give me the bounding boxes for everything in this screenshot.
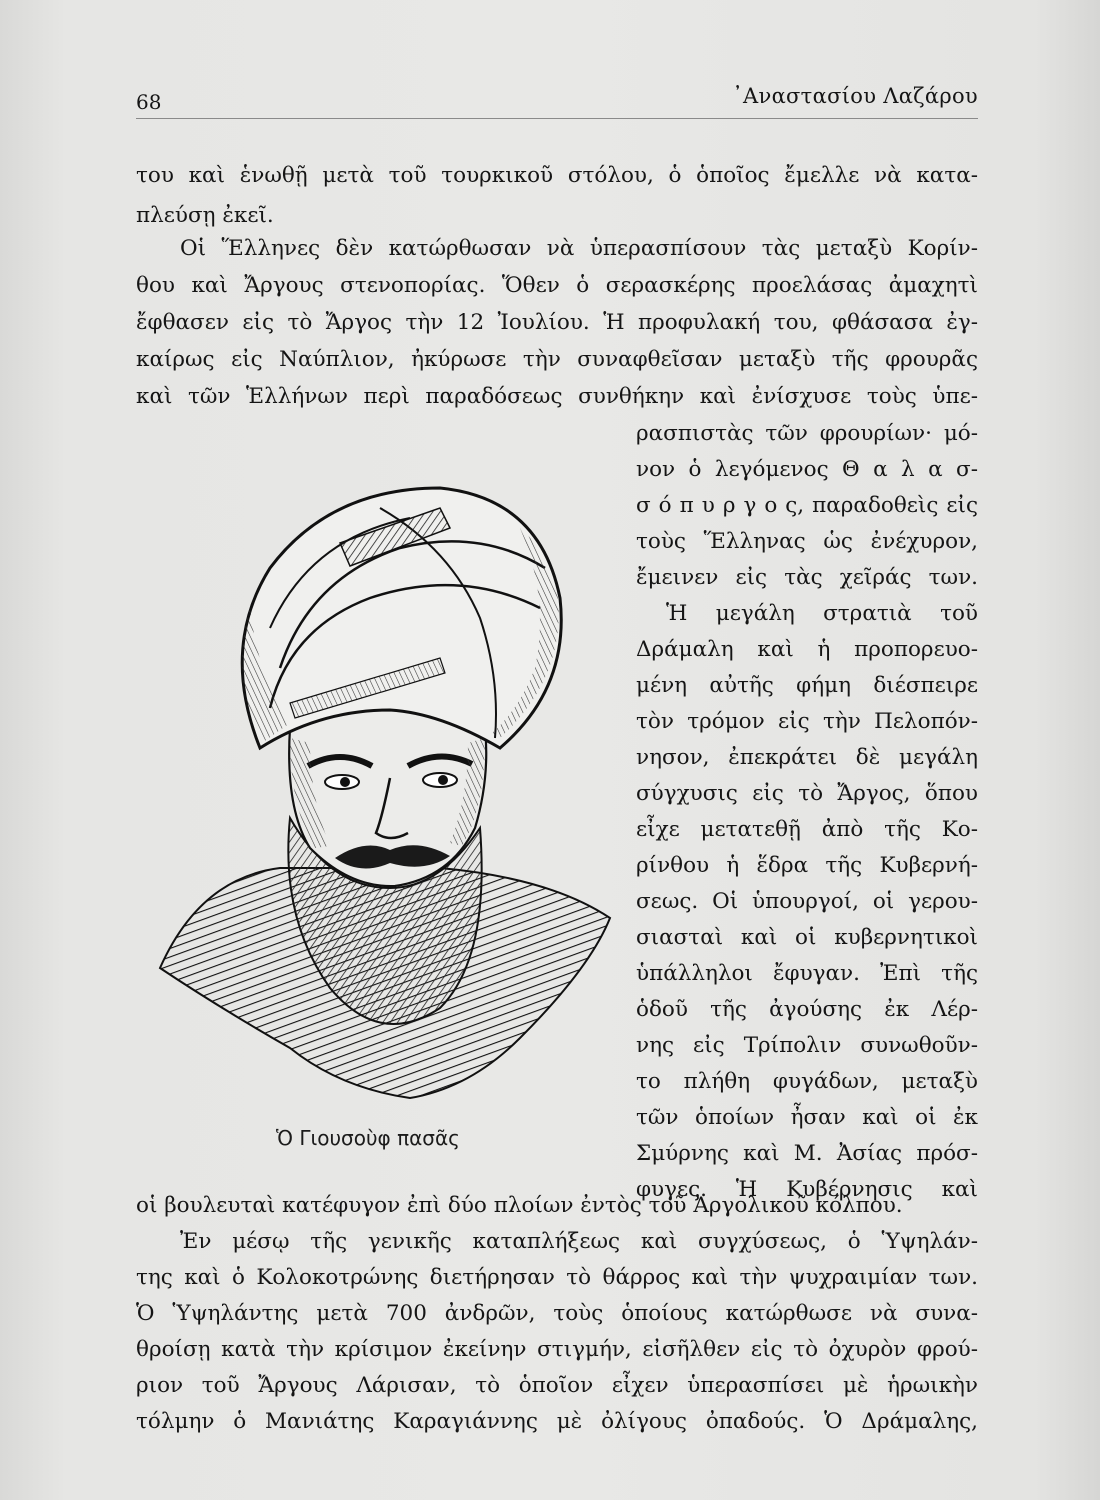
text-line: πλεύσῃ ἐκεῖ. [136,203,274,228]
text-line: καίρως εἰς Ναύπλιον, ἠκύρωσε τὴν συναφθεῖσαν μεταξὺ τῆς φρουρᾶς [136,347,978,372]
column-line: νον ὁ λεγόμενος Θ α λ α σ- [636,457,978,482]
text-line: καὶ τῶν Ἑλλήνων περὶ παραδόσεως συνθήκην καὶ ἐνίσχυσε τοὺς ὑπε- [136,384,978,409]
text-line: Οἱ Ἕλληνες δὲν κατώρθωσαν νὰ ὑπερασπίσουν τὰς μεταξὺ Κορίν- [180,236,978,261]
column-line: σ ό π υ ρ γ ο ς, παραδοθεὶς εἰς [636,493,978,518]
column-line: σεως. Οἱ ὑπουργοί, οἱ γερου- [636,889,978,914]
text-line: θροίσῃ κατὰ τὴν κρίσιμον ἐκείνην στιγμήν, εἰσῆλθεν εἰς τὸ ὀχυρὸν φρού- [136,1337,978,1362]
column-line: ὁδοῦ τῆς ἀγούσης ἐκ Λέρ- [636,997,978,1022]
column-line: σύγχυσις εἰς τὸ Ἄργος, ὅπου [636,781,978,806]
text-line: τόλμην ὁ Μανιάτης Καραγιάννης μὲ ὀλίγους ὀπαδούς. Ὁ Δράμαλης, [136,1409,978,1434]
column-line: ὑπάλληλοι ἔφυγαν. Ἐπὶ τῆς [636,961,978,986]
column-line: νης εἰς Τρίπολιν συνωθοῦν- [636,1033,978,1058]
column-line: νησον, ἐπεκράτει δὲ μεγάλη [636,745,978,770]
page-number: 68 [136,90,162,114]
column-line: ρίνθου ἡ ἕδρα τῆς Κυβερνή- [636,853,978,878]
column-line: Δράμαλη καὶ ἡ προπορευο- [636,637,978,662]
page-header [136,78,978,119]
text-line: θου καὶ Ἄργους στενοπορίας. Ὅθεν ὁ σερασκέρης προελάσας ἀμαχητὶ [136,273,978,298]
portrait-illustration [140,448,620,1128]
column-line: εἶχε μετατεθῇ ἀπὸ τῆς Κο- [636,817,978,842]
figure-caption: Ὁ Γιουσοὺφ πασᾶς [276,1126,460,1150]
text-line: ριον τοῦ Ἄργους Λάρισαν, τὸ ὁποῖον εἶχεν ὑπερασπίσει μὲ ἡρωικὴν [136,1373,978,1398]
column-line: σιασταὶ καὶ οἱ κυβερνητικοὶ [636,925,978,950]
text-line: Ὁ Ὑψηλάντης μετὰ 700 ἀνδρῶν, τοὺς ὁποίους κατώρθωσε νὰ συνα- [136,1301,978,1326]
running-title: ᾿Αναστασίου Λαζάρου [732,84,978,108]
column-line: τὸν τρόμον εἰς τὴν Πελοπόν- [636,709,978,734]
column-line: μένη αὐτῆς φήμη διέσπειρε [636,673,978,698]
text-line: οἱ βουλευταὶ κατέφυγον ἐπὶ δύο πλοίων ἐντὸς τοῦ Ἀργολικοῦ κόλπου. [136,1193,903,1218]
text-line: ἔφθασεν εἰς τὸ Ἄργος τὴν 12 Ἰουλίου. Ἡ προφυλακή του, φθάσασα ἐγ- [136,310,978,335]
column-line: Σμύρνης καὶ Μ. Ἀσίας πρόσ- [636,1141,978,1166]
text-line: της καὶ ὁ Κολοκοτρώνης διετήρησαν τὸ θάρρος καὶ τὴν ψυχραιμίαν των. [136,1265,978,1290]
column-line: φυγες. Ἡ Κυβέρνησις καὶ [636,1177,978,1202]
column-line: ἔμεινεν εἰς τὰς χεῖράς των. [636,565,978,590]
column-line: ρασπιστὰς τῶν φρουρίων· μό- [636,421,978,446]
column-line: τῶν ὁποίων ἦσαν καὶ οἱ ἐκ [636,1105,978,1130]
text-line: του καὶ ἑνωθῇ μετὰ τοῦ τουρκικοῦ στόλου, ὁ ὁποῖος ἔμελλε νὰ κατα- [136,163,978,188]
text-line: Ἐν μέσῳ τῆς γενικῆς καταπλήξεως καὶ συγχύσεως, ὁ Ὑψηλάν- [180,1229,978,1254]
column-line: τοὺς Ἕλληνας ὡς ἐνέχυρον, [636,529,978,554]
column-line: Ἡ μεγάλη στρατιὰ τοῦ [666,601,978,626]
column-line: το πλήθη φυγάδων, μεταξὺ [636,1069,978,1094]
